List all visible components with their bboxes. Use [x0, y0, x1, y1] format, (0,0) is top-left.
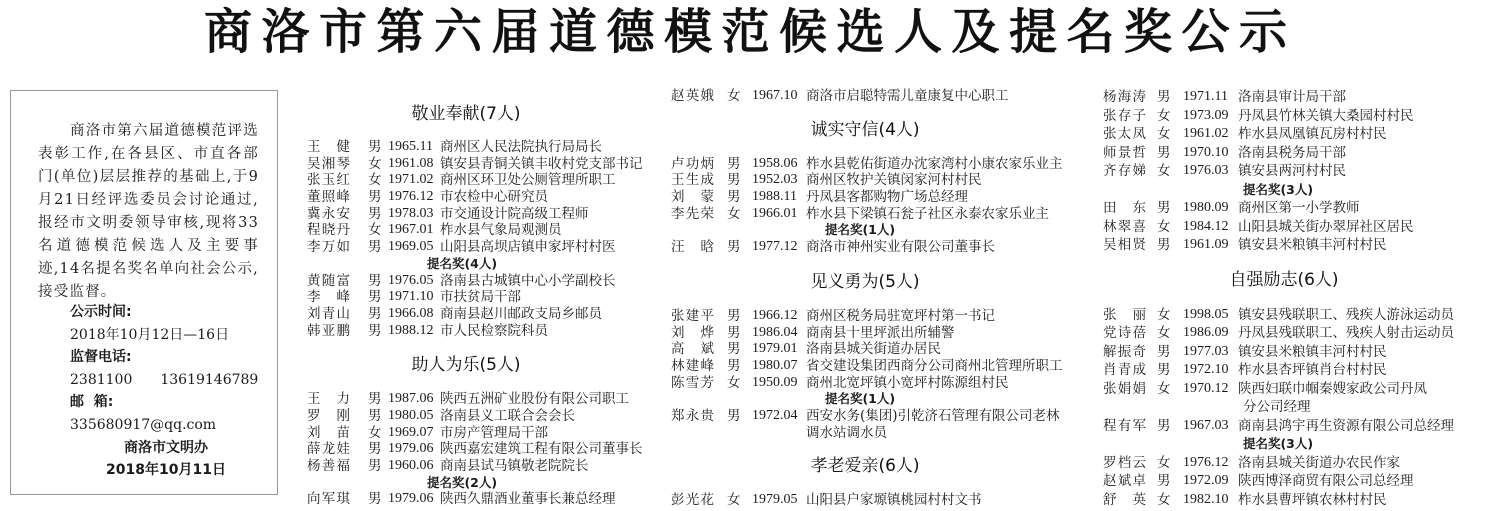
person-row [1103, 361, 1488, 380]
person-name: 刘 蒙 [671, 189, 714, 206]
person-gender: 女 [727, 374, 741, 391]
person-gender: 女 [368, 424, 382, 441]
person-gender: 男 [368, 272, 382, 289]
notice-paragraph: 商洛市第六届道德模范评选表彰工作,在各县区、市直各部门(单位)层层推荐的基础上,于9月21日经评选委员会讨论通过,报经市文明委领导审核,现将33名道德模范候选人及主要事迹,14名提名奖名单向社会公示,接受监督。 [38, 123, 259, 300]
category-title: 孝老爱亲(6人) [810, 456, 920, 477]
person-gender: 男 [1157, 362, 1171, 378]
person-birth: 1969.05 [388, 239, 434, 255]
person-gender: 男 [368, 458, 382, 474]
person-birth: 1982.10 [1183, 491, 1229, 507]
person-gender: 男 [368, 391, 382, 408]
phone-number: 2381100 [70, 371, 133, 388]
person-description: 丹凤县残联职工、残疾人射击运动员 [1238, 325, 1454, 341]
person-row [671, 375, 1067, 392]
person-gender: 女 [368, 155, 382, 172]
person-birth: 1972.10 [1183, 362, 1229, 377]
person-name: 赵斌卓 [1103, 473, 1146, 489]
person-row [671, 358, 1067, 375]
person-row [671, 206, 1067, 223]
person-row [1103, 306, 1488, 325]
person-description: 市交通设计院高级工程师 [440, 205, 589, 222]
person-birth: 1972.09 [1183, 473, 1229, 488]
person-row [307, 408, 657, 425]
category-title: 自强励志(6人) [1229, 269, 1339, 290]
person-gender: 女 [368, 222, 382, 239]
person-description: 陕西博泽商贸有限公司总经理 [1238, 473, 1414, 489]
person-birth: 1984.12 [1183, 218, 1229, 234]
nominee-row [671, 239, 1067, 256]
list-column-2 [671, 88, 1067, 509]
person-description: 镇安县米粮镇丰河村村民 [1238, 343, 1387, 360]
person-gender: 男 [368, 305, 382, 322]
person-gender: 男 [368, 289, 382, 306]
person-name: 张建平 [671, 307, 714, 324]
category-title: 见义勇为(5人) [810, 271, 920, 292]
person-name: 张玉红 [307, 172, 350, 189]
person-description: 柞水县下梁镇石瓮子社区永泰农家乐业主 [806, 205, 1049, 222]
issue-date: 2018年10月11日 [106, 462, 226, 479]
person-gender: 男 [368, 491, 382, 508]
person-description: 商州区人民法院执行局局长 [440, 139, 602, 155]
person-row [307, 458, 657, 475]
person-name: 李万如 [307, 239, 350, 256]
person-gender: 男 [727, 155, 741, 172]
nominee-label: 提名奖(1人) [824, 222, 896, 238]
person-description: 商州区环卫处公厕管理所职工 [440, 172, 616, 189]
person-row [1103, 125, 1488, 144]
person-gender: 男 [368, 441, 382, 458]
nominee-row [1103, 236, 1488, 255]
person-birth: 1961.09 [1183, 237, 1229, 252]
nominee-row [307, 306, 657, 323]
person-row [307, 139, 657, 156]
person-description: 山阳县户家塬镇桃园村村文书 [806, 492, 982, 509]
person-name: 李先荣 [671, 205, 714, 222]
person-description: 商州区税务局驻宽坪村第一书记 [806, 307, 995, 324]
email-value-line [11, 414, 277, 437]
nominee-label: 提名奖(3人) [1242, 181, 1314, 197]
person-birth: 1979.06 [388, 441, 434, 457]
person-birth: 1952.03 [752, 172, 798, 188]
person-name: 薛龙娃 [307, 441, 350, 458]
issuer: 商洛市文明办 [124, 439, 208, 456]
person-birth: 1958.06 [752, 155, 798, 171]
nominee-row [671, 408, 1067, 425]
phone-number: 13619146789 [160, 371, 259, 388]
person-name: 王 力 [307, 391, 350, 408]
person-birth: 1972.04 [752, 407, 798, 423]
person-birth: 1988.12 [388, 322, 434, 338]
phone-line [11, 346, 277, 369]
person-row [307, 189, 657, 206]
person-description: 商南县十里坪派出所辅警 [806, 324, 955, 341]
person-birth: 1966.12 [752, 307, 798, 323]
person-description: 洛南县义工联合会会长 [440, 407, 575, 424]
person-birth: 1980.09 [1183, 200, 1229, 215]
person-row [671, 308, 1067, 325]
person-name: 张存子 [1103, 107, 1146, 124]
person-gender: 男 [1157, 343, 1171, 360]
person-birth: 1979.01 [752, 341, 798, 357]
person-name: 张 丽 [1103, 306, 1146, 323]
person-name: 刘 烨 [671, 324, 714, 341]
person-description-continued: 调水站调水员 [806, 424, 887, 441]
person-gender: 女 [368, 172, 382, 189]
person-name: 张太凤 [1103, 126, 1146, 142]
person-gender: 男 [368, 205, 382, 222]
person-name: 王 健 [307, 139, 350, 155]
person-description: 洛南县城关街道办居民 [806, 341, 941, 358]
person-birth: 1979.06 [388, 491, 434, 507]
person-name: 卢功炳 [671, 155, 714, 172]
person-row [307, 441, 657, 458]
nominee-label: 提名奖(1人) [824, 391, 896, 407]
person-row [1103, 162, 1488, 181]
person-gender: 男 [727, 172, 741, 189]
person-description: 陕西久鼎酒业董事长兼总经理 [440, 491, 616, 508]
person-row [671, 325, 1067, 342]
person-description: 省交建设集团西商分公司商州北管理所职工 [806, 357, 1063, 374]
category-title: 敬业奉献(7人) [411, 104, 521, 124]
person-birth: 1980.07 [752, 357, 798, 373]
person-description: 柞水县杏坪镇肖台村村民 [1238, 362, 1387, 378]
person-birth: 1988.11 [752, 189, 797, 205]
person-name: 师景哲 [1103, 144, 1146, 161]
person-description: 丹凤县竹林关镇大桑园村村民 [1238, 107, 1414, 124]
person-description: 商南县赵川邮政支局乡邮员 [440, 305, 602, 322]
person-gender: 男 [727, 239, 741, 256]
period-value-line [11, 324, 277, 347]
nominee-row [1103, 199, 1488, 218]
phone-label: 监督电话: [70, 349, 132, 366]
person-row [1103, 107, 1488, 126]
person-description: 镇安县米粮镇丰河村村民 [1238, 237, 1387, 253]
person-description: 商州北宽坪镇小宽坪村陈源组村民 [806, 374, 1009, 391]
person-description: 丹凤县客都购物广场总经理 [806, 189, 968, 206]
person-row [307, 206, 657, 223]
person-name: 杨善福 [307, 458, 350, 474]
person-name: 吴相贤 [1103, 237, 1146, 253]
email-label: 邮 箱: [70, 394, 114, 411]
person-birth: 1979.05 [752, 492, 798, 508]
person-gender: 男 [1157, 89, 1171, 105]
person-gender: 女 [727, 205, 741, 222]
person-description: 柞水县曹坪镇农林村村民 [1238, 491, 1387, 508]
person-name: 韩亚鹏 [307, 322, 350, 339]
phone-value-line [11, 369, 277, 392]
person-birth: 1976.05 [388, 272, 434, 288]
person-birth: 1961.08 [388, 155, 434, 171]
person-birth: 1978.03 [388, 205, 434, 221]
person-name: 罗档云 [1103, 454, 1146, 471]
person-name: 舒 英 [1103, 491, 1146, 508]
person-birth: 1977.12 [752, 239, 798, 255]
person-name: 董照峰 [307, 189, 350, 206]
person-name: 吴湘琴 [307, 155, 350, 172]
person-description: 商州区第一小学教师 [1238, 200, 1360, 216]
category-title: 助人为乐(5人) [411, 355, 521, 376]
person-row [1103, 144, 1488, 163]
person-name: 解振奇 [1103, 343, 1146, 360]
nominee-row [1103, 472, 1488, 491]
person-row [307, 156, 657, 173]
person-description: 山阳县城关街办翠屏社区居民 [1238, 218, 1414, 235]
person-gender: 女 [727, 492, 741, 509]
person-description: 市农检中心研究员 [440, 189, 548, 206]
person-gender: 男 [727, 324, 741, 341]
person-name: 程有军 [1103, 417, 1146, 434]
person-description: 山阳县高坝店镇申家坪村村医 [440, 239, 616, 256]
person-birth: 1980.05 [388, 407, 434, 423]
person-birth: 1976.12 [1183, 454, 1229, 470]
person-gender: 男 [1157, 473, 1171, 489]
person-description: 镇安县残联职工、残疾人游泳运动员 [1238, 306, 1454, 323]
person-description: 市扶贫局干部 [440, 289, 521, 306]
notice-box [10, 90, 278, 495]
person-birth: 1986.04 [752, 324, 798, 340]
person-gender: 男 [727, 307, 741, 324]
notice-info [11, 301, 277, 482]
nominee-row [307, 323, 657, 340]
person-row [307, 391, 657, 408]
person-birth: 1977.03 [1183, 343, 1229, 359]
person-row [307, 172, 657, 189]
person-gender: 女 [1157, 454, 1171, 471]
person-gender: 男 [1157, 417, 1171, 434]
person-description: 市房产管理局干部 [440, 424, 548, 441]
person-birth: 1973.09 [1183, 107, 1229, 123]
person-gender: 男 [1157, 144, 1171, 161]
person-name: 刘 苗 [307, 424, 350, 441]
person-birth: 1976.12 [388, 189, 434, 205]
person-description-continued: 分公司经理 [1243, 399, 1311, 415]
nominee-row [1103, 491, 1488, 510]
person-birth: 1976.03 [1183, 163, 1229, 178]
person-description: 商南县试马镇敬老院院长 [440, 458, 589, 474]
person-gender: 女 [727, 88, 741, 104]
nominee-row [671, 88, 1067, 105]
person-name: 汪 晗 [671, 239, 714, 256]
person-row [1103, 343, 1488, 362]
person-description: 商洛市神州实业有限公司董事长 [806, 239, 995, 256]
person-description: 商洛市启聪特需儿童康复中心职工 [806, 88, 1009, 104]
person-birth: 1970.10 [1183, 144, 1229, 160]
person-description: 陕西妇联巾帼秦嫂家政公司丹凤 [1238, 380, 1427, 397]
person-gender: 女 [1157, 218, 1171, 235]
person-name: 田 东 [1103, 200, 1146, 216]
email-value: 335680917@qq.com [70, 416, 217, 433]
person-description: 洛南县城关街道办农民作家 [1238, 454, 1400, 471]
person-row [671, 189, 1067, 206]
person-row [671, 492, 1067, 509]
person-name: 向军琪 [307, 491, 350, 508]
person-birth: 1960.06 [388, 458, 434, 473]
nominee-label: 提名奖(3人) [1242, 436, 1314, 451]
period-value: 2018年10月12日—16日 [70, 326, 230, 343]
person-description: 洛南县审计局干部 [1238, 89, 1346, 105]
person-name: 杨海涛 [1103, 89, 1146, 105]
list-column-3 [1103, 88, 1488, 509]
person-name: 冀永安 [307, 205, 350, 222]
person-gender: 男 [368, 322, 382, 339]
nominee-row [1103, 454, 1488, 473]
period-line [11, 301, 277, 324]
person-row [307, 239, 657, 256]
person-gender: 男 [727, 357, 741, 374]
person-birth: 1950.09 [752, 374, 798, 390]
nominee-row [307, 491, 657, 508]
person-description: 洛南县税务局干部 [1238, 144, 1346, 161]
person-description: 柞水县乾佑街道办沈家湾村小康农家乐业主 [806, 155, 1063, 172]
person-name: 程晓丹 [307, 222, 350, 239]
person-name: 罗 刚 [307, 407, 350, 424]
person-gender: 男 [368, 139, 382, 155]
person-birth: 1965.11 [388, 139, 433, 154]
person-birth: 1986.09 [1183, 325, 1229, 340]
person-name: 陈雪芳 [671, 374, 714, 391]
person-name: 齐存娣 [1103, 163, 1146, 179]
person-gender: 男 [1157, 200, 1171, 216]
person-birth: 1971.02 [388, 172, 434, 188]
person-description: 陕西五洲矿业股份有限公司职工 [440, 391, 629, 408]
page-title: 商洛市第六届道德模范候选人及提名奖公示 [203, 4, 1297, 60]
person-row [1103, 380, 1488, 399]
person-birth: 1971.11 [1183, 89, 1228, 104]
person-gender: 女 [1157, 163, 1171, 179]
nominee-row [307, 289, 657, 306]
person-birth: 1987.06 [388, 391, 434, 407]
person-row [671, 156, 1067, 173]
period-label: 公示时间: [70, 304, 132, 320]
person-name: 赵英娥 [671, 88, 714, 104]
person-birth: 1966.01 [752, 205, 798, 221]
person-birth: 1998.05 [1183, 306, 1229, 322]
person-gender: 男 [727, 407, 741, 424]
nominee-row [1103, 218, 1488, 237]
person-name: 彭光花 [671, 492, 714, 509]
person-birth: 1967.01 [388, 222, 434, 238]
person-description: 西安水务(集团)引乾济石管理有限公司老林 [806, 407, 1060, 424]
person-birth: 1966.08 [388, 305, 434, 321]
person-description: 柞水县气象局观测员 [440, 222, 562, 239]
person-description: 陕西嘉宏建筑工程有限公司董事长 [440, 441, 643, 458]
list-column-1 [307, 90, 657, 508]
person-birth: 1967.03 [1183, 417, 1229, 433]
person-name: 王生成 [671, 172, 714, 189]
person-description: 市人民检察院科员 [440, 322, 548, 339]
person-gender: 女 [1157, 126, 1171, 142]
person-gender: 男 [368, 189, 382, 206]
person-row [1103, 417, 1488, 436]
nominee-row [307, 273, 657, 290]
person-name: 张娟娟 [1103, 380, 1146, 397]
person-row [1103, 324, 1488, 343]
person-gender: 女 [1157, 380, 1171, 397]
person-row [1103, 88, 1488, 107]
person-description: 商南县鸿宇再生资源有限公司总经理 [1238, 417, 1454, 434]
person-row [671, 172, 1067, 189]
person-description: 洛南县古城镇中心小学副校长 [440, 272, 616, 289]
person-birth: 1970.12 [1183, 380, 1229, 396]
nominee-label: 提名奖(4人) [426, 255, 498, 271]
person-gender: 男 [1157, 237, 1171, 253]
category-title: 诚实守信(4人) [810, 119, 920, 140]
person-birth: 1967.10 [752, 88, 798, 103]
person-name: 党诗蓓 [1103, 325, 1146, 341]
person-gender: 女 [1157, 491, 1171, 508]
person-description: 商州区牧护关镇闵家河村村民 [806, 172, 982, 189]
person-row [671, 341, 1067, 358]
person-name: 林建峰 [671, 357, 714, 374]
person-name: 郑永贵 [671, 407, 714, 424]
person-birth: 1969.07 [388, 424, 434, 440]
person-name: 刘青山 [307, 305, 350, 322]
person-description: 镇安县青铜关镇丰收村党支部书记 [440, 155, 643, 172]
person-gender: 女 [1157, 107, 1171, 124]
person-name: 李 峰 [307, 289, 350, 306]
person-description: 镇安县两河村村民 [1238, 163, 1346, 179]
person-name: 高 斌 [671, 341, 714, 358]
person-row [307, 425, 657, 442]
person-gender: 女 [1157, 306, 1171, 323]
person-description: 柞水县凤凰镇瓦房村村民 [1238, 126, 1387, 142]
nominee-label: 提名奖(2人) [426, 474, 498, 490]
person-birth: 1971.10 [388, 289, 434, 305]
person-gender: 女 [1157, 325, 1171, 341]
email-line [11, 391, 277, 414]
person-birth: 1961.02 [1183, 126, 1229, 141]
person-gender: 男 [368, 239, 382, 256]
person-gender: 男 [727, 189, 741, 206]
person-name: 黄随富 [307, 272, 350, 289]
person-gender: 男 [368, 407, 382, 424]
person-gender: 男 [727, 341, 741, 358]
person-row [307, 222, 657, 239]
person-name: 肖青成 [1103, 362, 1146, 378]
person-name: 林翠喜 [1103, 218, 1146, 235]
